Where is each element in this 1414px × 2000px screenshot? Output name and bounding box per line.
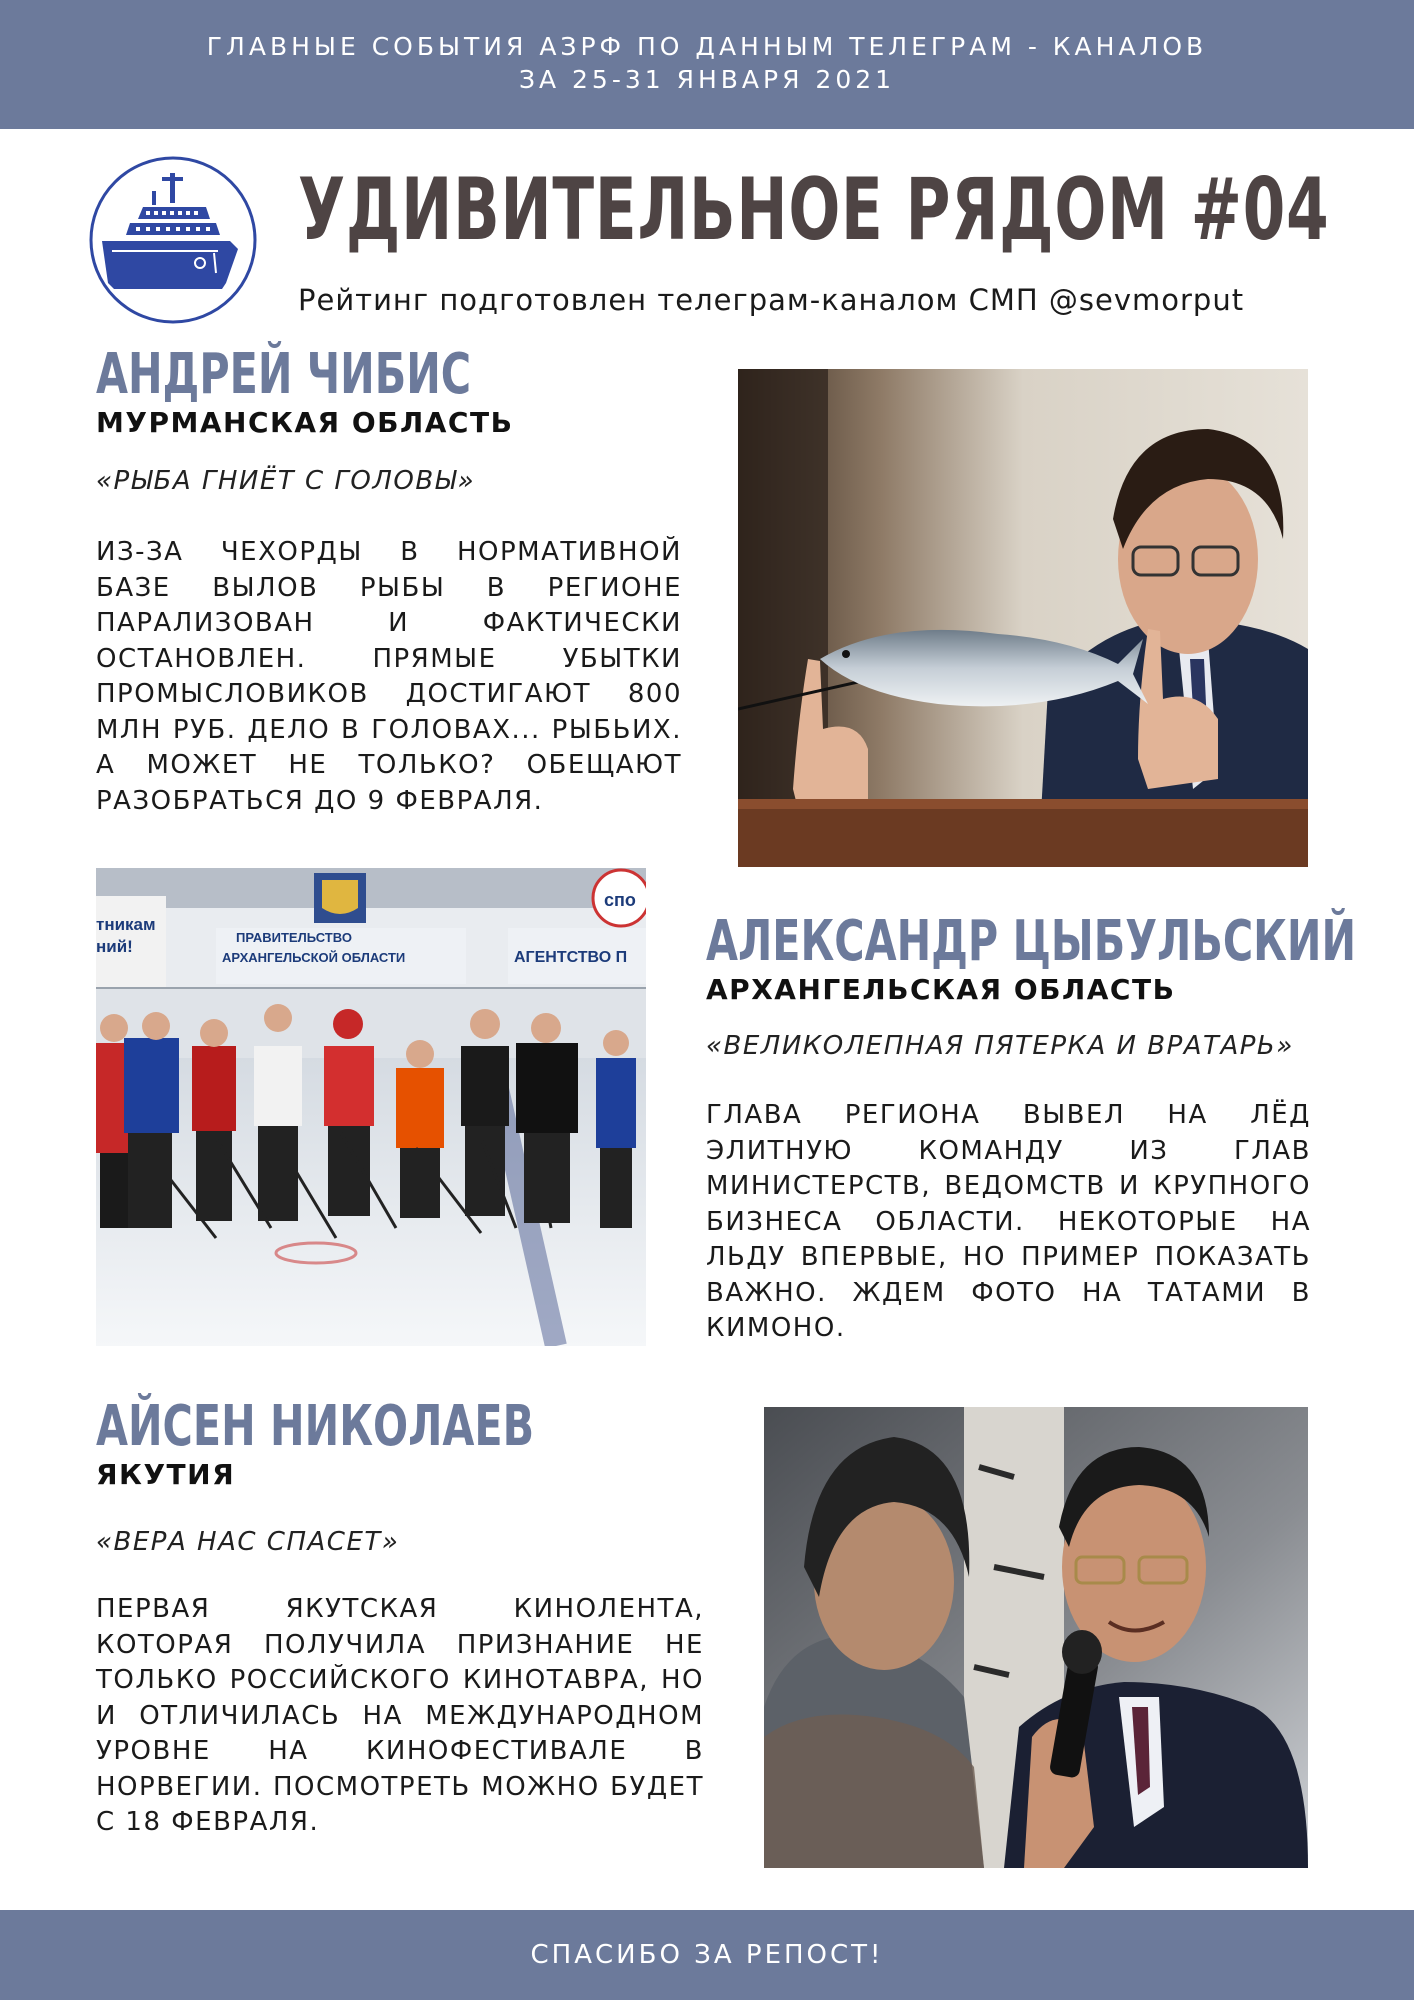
footer-text: СПАСИБО ЗА РЕПОСТ!: [530, 1940, 884, 1970]
entry-1-quote: «РЫБА ГНИЁТ С ГОЛОВЫ»: [96, 466, 475, 496]
header-banner: [0, 0, 1414, 129]
entry-1-name: АНДРЕЙ ЧИБИС: [96, 342, 472, 407]
svg-text:АГЕНТСТВО П: АГЕНТСТВО П: [514, 949, 628, 966]
svg-text:ПРАВИТЕЛЬСТВО: ПРАВИТЕЛЬСТВО: [236, 930, 352, 945]
svg-text:ний!: ний!: [96, 937, 133, 956]
header-line-2: ЗА 25-31 ЯНВАРЯ 2021: [518, 65, 896, 94]
entry-2-text: ГЛАВА РЕГИОНА ВЫВЕЛ НА ЛЁД ЭЛИТНУЮ КОМАНДУ ИЗ ГЛАВ МИНИСТЕРСТВ, ВЕДОМСТВ И КРУПНОГО БИЗНЕСА ОБЛАСТИ. НЕКОТОРЫЕ НА ЛЬДУ ВПЕРВЫЕ, НО ПРИМЕР ПОКАЗАТЬ ВАЖНО. ЖДЕМ ФОТО НА ТАТАМИ В КИМОНО.: [706, 1100, 1311, 1343]
svg-text:АРХАНГЕЛЬСКОЙ ОБЛАСТИ: АРХАНГЕЛЬСКОЙ ОБЛАСТИ: [222, 950, 406, 965]
footer-banner: [0, 1910, 1414, 2000]
entry-3-name: АЙСЕН НИКОЛАЕВ: [96, 1394, 535, 1459]
entry-3-text: ПЕРВАЯ ЯКУТСКАЯ КИНОЛЕНТА, КОТОРАЯ ПОЛУЧИЛА ПРИЗНАНИЕ НЕ ТОЛЬКО РОССИЙСКОГО КИНОТАВРА, НО И ОТЛИЧИЛАСЬ НА МЕЖДУНАРОДНОМ УРОВНЕ НА КИНОФЕСТИВАЛЕ В НОРВЕГИИ. ПОСМОТРЕТЬ МОЖНО БУДЕТ С 18 ФЕВРАЛЯ.: [96, 1594, 704, 1837]
entry-2-quote: «ВЕЛИКОЛЕПНАЯ ПЯТЕРКА И ВРАТАРЬ»: [706, 1031, 1294, 1061]
chibis-photo: [738, 369, 1308, 867]
entry-3-quote: «ВЕРА НАС СПАСЕТ»: [96, 1527, 400, 1557]
entry-1-region: МУРМАНСКАЯ ОБЛАСТЬ: [96, 406, 514, 439]
entry-3-region: ЯКУТИЯ: [96, 1458, 236, 1491]
entry-1-text: ИЗ-ЗА ЧЕХОРДЫ В НОРМАТИВНОЙ БАЗЕ ВЫЛОВ РЫБЫ В РЕГИОНЕ ПАРАЛИЗОВАН И ФАКТИЧЕСКИ ОСТАНОВЛЕН. ПРЯМЫЕ УБЫТКИ ПРОМЫСЛОВИКОВ ДОСТИГАЮТ 800 МЛН РУБ. ДЕЛО В ГОЛОВАХ... РЫБЬИХ. А МОЖЕТ НЕ ТОЛЬКО? ОБЕЩАЮТ РАЗОБРАТЬСЯ ДО 9 ФЕВРАЛЯ.: [96, 537, 682, 816]
header-line-1: ГЛАВНЫЕ СОБЫТИЯ АЗРФ ПО ДАННЫМ ТЕЛЕГРАМ - КАНАЛОВ: [206, 32, 1208, 61]
hockey-photo: [96, 868, 646, 1346]
banner-logo-text: спо: [604, 890, 636, 910]
nikolaev-photo: [764, 1407, 1308, 1868]
page-subtitle: Рейтинг подготовлен телеграм-каналом СМП @sevmorput: [298, 283, 1245, 317]
icebreaker-logo: [88, 155, 258, 325]
entry-2-name: АЛЕКСАНДР ЦЫБУЛЬСКИЙ: [706, 909, 1357, 974]
entry-2-region: АРХАНГЕЛЬСКАЯ ОБЛАСТЬ: [706, 973, 1176, 1006]
page-title: УДИВИТЕЛЬНОЕ РЯДОМ #04: [298, 160, 1330, 260]
svg-text:тникам: тникам: [96, 915, 156, 934]
